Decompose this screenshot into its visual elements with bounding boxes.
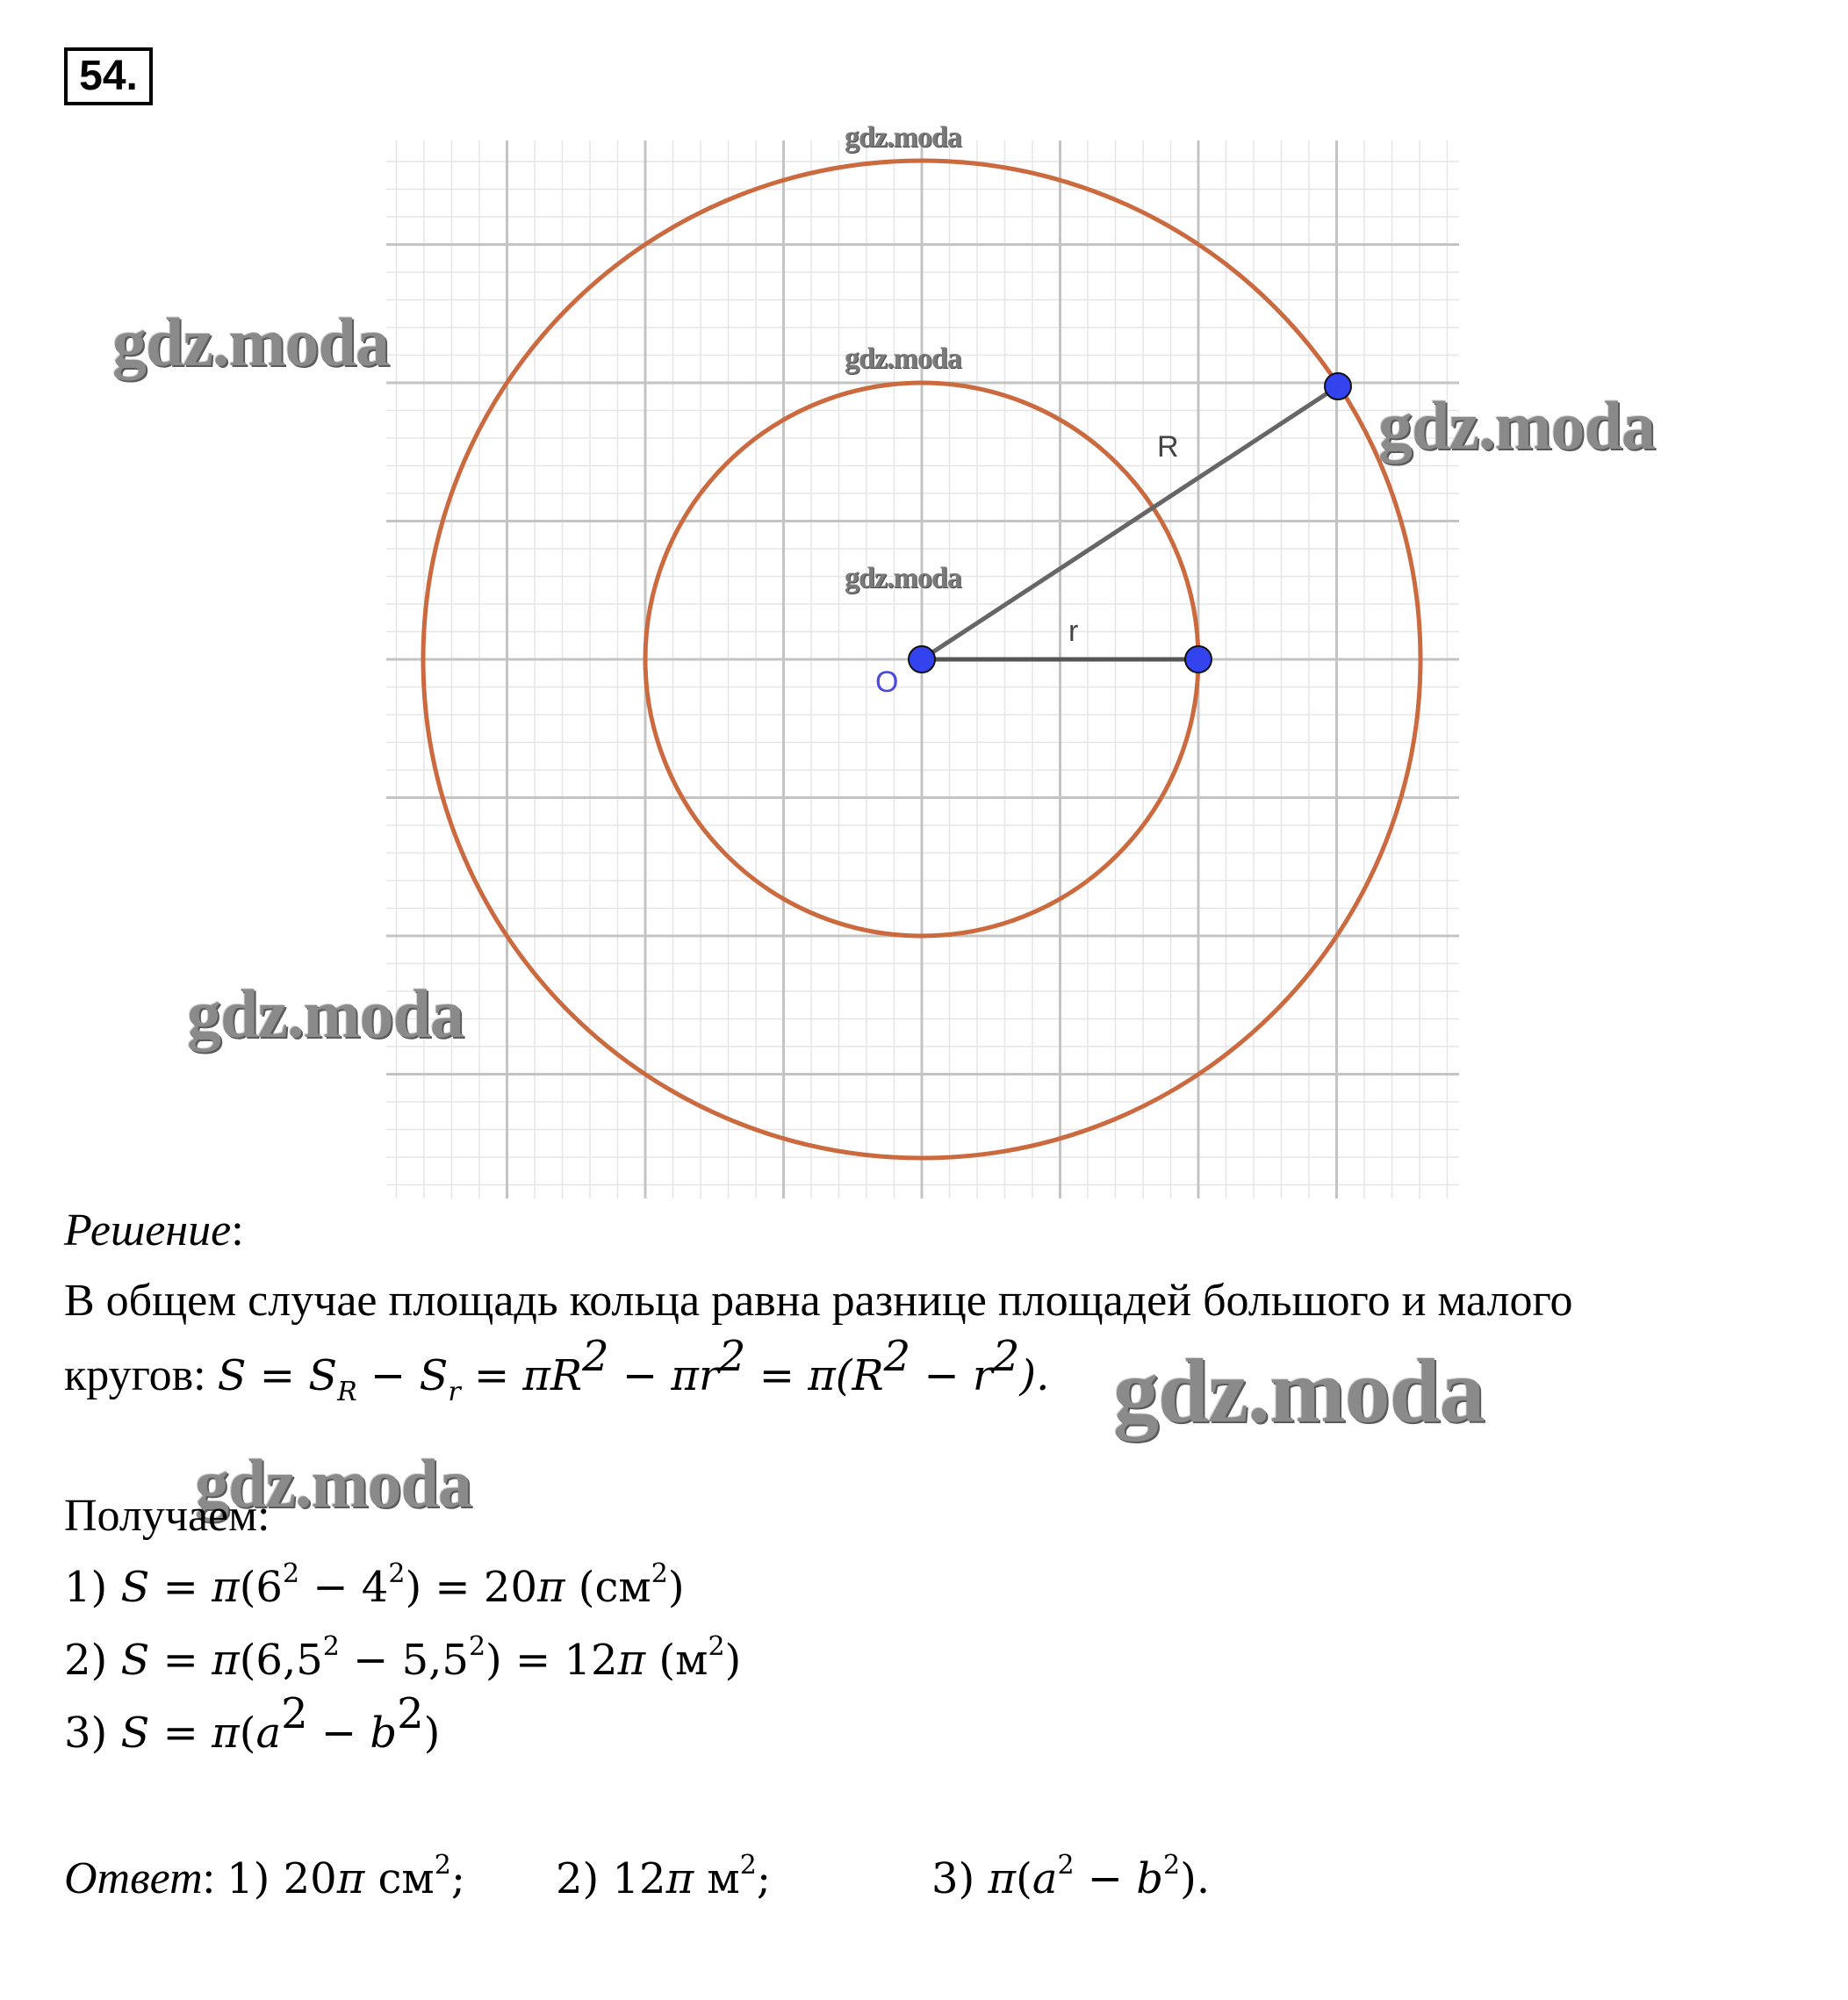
watermark: gdz.moda (195, 1445, 471, 1522)
answer-part-3: 3) $\pi(a^2 - b^2)$. (931, 1850, 1211, 1903)
problem-number: 54. (64, 47, 153, 105)
radius-R-segment (922, 386, 1338, 659)
solution-heading: Решение (64, 1205, 232, 1255)
watermark: gdz.moda (112, 304, 389, 380)
result-item-1: 1) $S = \pi(6^2 - 4^2) = 20\pi$ $(см^2)$ (64, 1558, 685, 1612)
area-formula: $S = S_R - S_r = \pi R^2 - \pi r^2 = \pi(R^2 - r^2)$. (217, 1332, 1050, 1407)
point-on-outer-circle (1325, 373, 1351, 399)
center-label: O (875, 665, 899, 699)
answer-part-1: 1) 20π $см^2$; (227, 1850, 465, 1903)
watermark: gdz.moda (845, 562, 961, 594)
big-radius-label: R (1157, 430, 1179, 464)
solution-heading-line: Решение: (64, 1205, 244, 1255)
answer-line: Ответ: 1) 20π $см^2$; 2) 12π $м^2$; 3) $\pi(a^2 - b^2)$. (64, 1850, 1211, 1903)
watermark: gdz.moda (845, 342, 961, 375)
concentric-circles-figure (378, 132, 1475, 1203)
watermark: gdz.moda (187, 975, 464, 1052)
solution-line-2-prefix: кругов: (64, 1350, 218, 1400)
watermark: gdz.moda (1113, 1341, 1485, 1442)
answer-label: Ответ (64, 1853, 203, 1903)
answer-part-2: 2) 12π $м^2$; (555, 1850, 771, 1903)
result-heading: Получаем: (64, 1491, 270, 1541)
watermark: gdz.moda (845, 121, 961, 154)
result-item-2: 2) $S = \pi(6,5^2 - 5,5^2) = 12\pi$ $(м^2)$ (64, 1631, 742, 1685)
result-item-3: 3) $S = \pi(a^2 - b^2)$ (64, 1689, 441, 1758)
point-on-inner-circle (1185, 646, 1212, 673)
watermark: gdz.moda (1378, 387, 1655, 464)
small-radius-label: r (1068, 615, 1079, 648)
center-point-O (909, 646, 935, 673)
solution-line-1: В общем случае площадь кольца равна разнице площадей большого и малого (64, 1276, 1573, 1326)
solution-line-2 (64, 1332, 1050, 1407)
